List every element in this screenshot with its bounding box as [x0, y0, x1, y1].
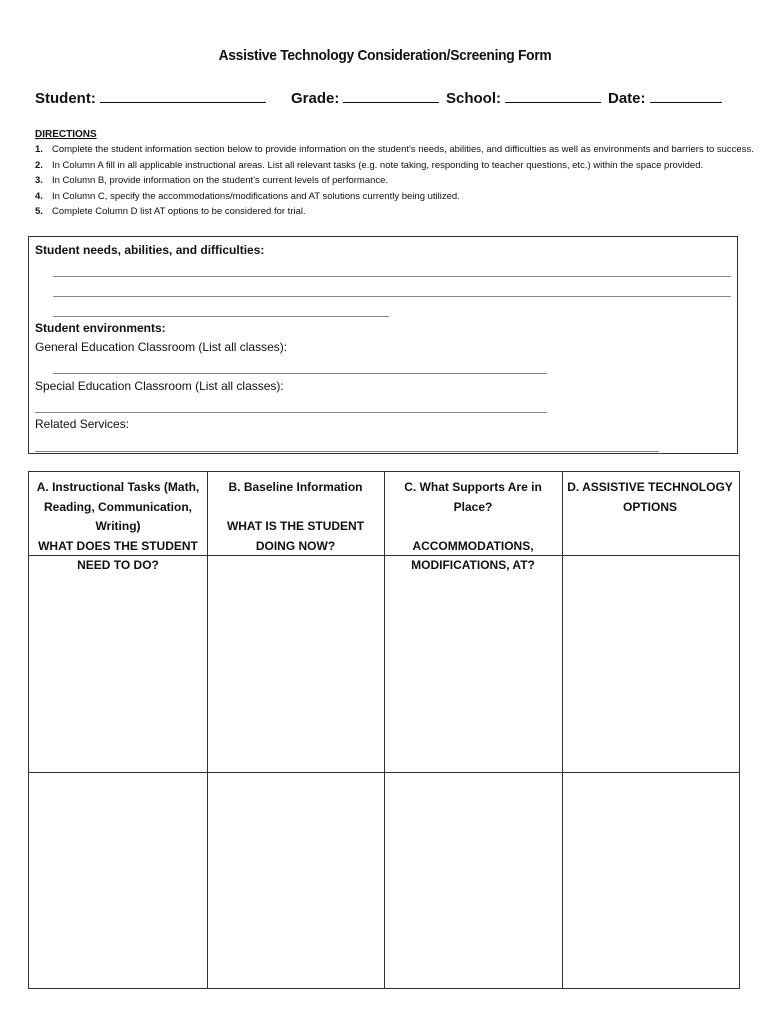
direction-item [35, 142, 754, 157]
direction-text: In Column A fill in all applicable instructional areas. List all relevant tasks (e.g. note taking, responding to teacher questions, etc.) within the space provided. [52, 159, 704, 171]
direction-number: 5. [35, 206, 43, 218]
column-d-header [562, 478, 738, 517]
column-a-question-end: NEED TO DO? [77, 558, 159, 572]
column-b-question-end: DOING NOW? [255, 538, 336, 553]
direction-item [35, 173, 735, 188]
column-b-header [207, 478, 384, 556]
related-services-line[interactable] [35, 451, 659, 452]
grade-field [291, 86, 439, 107]
directions-heading: DIRECTIONS [35, 129, 97, 140]
student-info-row [0, 86, 770, 110]
direction-text: Complete Column D list AT options to be considered for trial. [52, 206, 306, 218]
direction-number: 4. [35, 190, 43, 202]
gen-ed-line[interactable] [53, 373, 547, 374]
school-blank[interactable] [505, 86, 601, 103]
school-field [446, 86, 601, 107]
direction-item [35, 189, 735, 204]
grade-label: Grade: [291, 90, 340, 107]
column-c-header [384, 478, 562, 576]
column-c-question: ACCOMMODATIONS, [412, 538, 534, 553]
direction-item [35, 204, 735, 219]
column-d-subtitle: OPTIONS [622, 499, 677, 514]
needs-line[interactable] [53, 296, 731, 297]
form-title: Assistive Technology Consideration/Screening Form [218, 47, 552, 64]
student-label: Student: [35, 90, 96, 107]
column-c-question-end: MODIFICATIONS, AT? [411, 558, 535, 572]
direction-number: 2. [35, 159, 43, 171]
student-field [35, 86, 266, 107]
grade-blank[interactable] [343, 86, 439, 103]
direction-item [35, 158, 735, 173]
column-b-title: B. Baseline Information [228, 480, 363, 494]
gen-ed-label: General Education Classroom (List all classes): [35, 340, 288, 354]
student-info-box [28, 236, 738, 454]
column-a-title: A. Instructional Tasks (Math, [36, 480, 200, 494]
environments-label: Student environments: [35, 321, 166, 335]
direction-text: In Column C, specify the accommodations/modifications and AT solutions currently being utilized. [52, 190, 460, 202]
special-ed-label: Special Education Classroom (List all classes): [35, 379, 284, 393]
special-ed-line[interactable] [35, 412, 547, 413]
needs-line[interactable] [53, 316, 389, 317]
column-a-question: WHAT DOES THE STUDENT [38, 538, 198, 553]
column-a-subtitle: Reading, Communication, Writing) [43, 499, 192, 533]
column-c-title: C. What Supports Are in Place? [404, 480, 542, 514]
needs-label: Student needs, abilities, and difficulties: [35, 243, 265, 257]
direction-text: Complete the student information section below to provide information on the student's needs, abilities, and difficulties as well as environments and barriers to success. [52, 144, 754, 156]
direction-text: In Column B, provide information on the student's current levels of performance. [52, 175, 389, 187]
column-d-title: D. ASSISTIVE TECHNOLOGY [567, 480, 733, 494]
column-b-question: WHAT IS THE STUDENT [226, 519, 365, 533]
related-services-label: Related Services: [35, 417, 130, 431]
date-field [608, 86, 722, 107]
direction-number: 3. [35, 175, 43, 187]
needs-line[interactable] [53, 276, 731, 277]
column-a-header [29, 478, 207, 576]
date-blank[interactable] [650, 86, 722, 103]
student-blank[interactable] [100, 86, 266, 103]
date-label: Date: [608, 90, 646, 107]
directions-section [35, 127, 754, 219]
school-label: School: [446, 90, 501, 107]
screening-table [28, 471, 740, 989]
direction-number: 1. [35, 144, 43, 156]
row-divider [29, 772, 739, 773]
column-divider [562, 472, 563, 988]
